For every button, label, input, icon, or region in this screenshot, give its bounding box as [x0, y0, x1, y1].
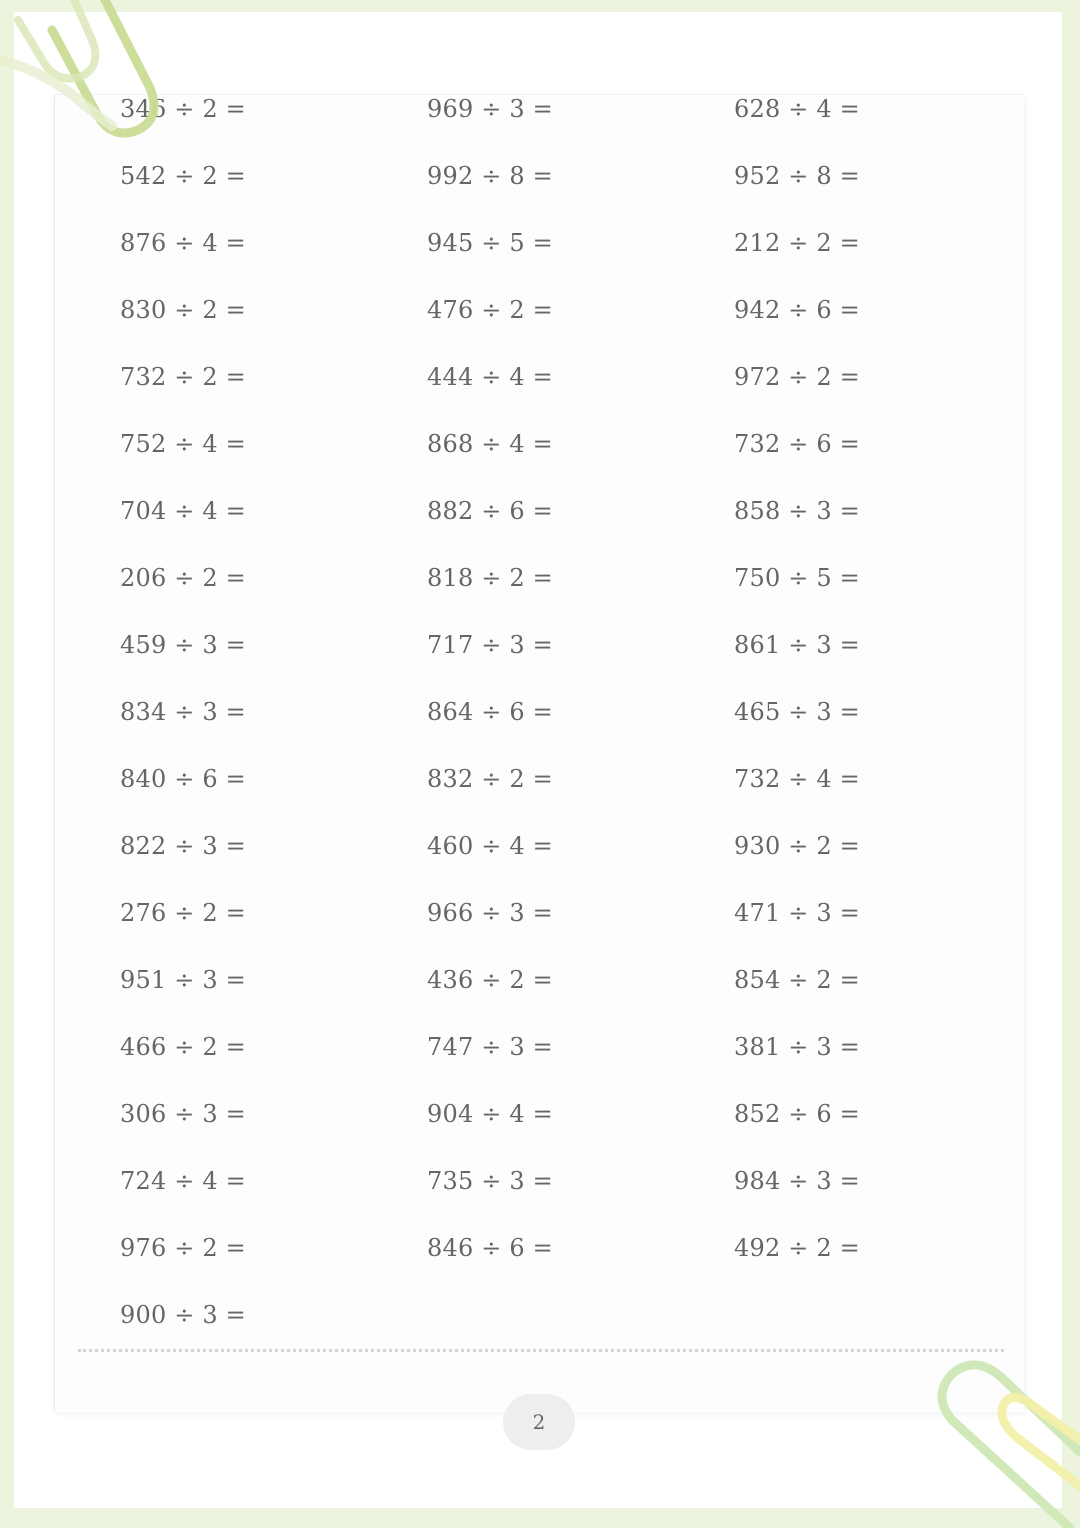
page-number-badge: 2 [503, 1394, 575, 1450]
division-problem: 444 ÷ 4 = [427, 363, 553, 391]
division-problem: 951 ÷ 3 = [120, 966, 246, 994]
division-problem: 952 ÷ 8 = [734, 162, 860, 190]
division-problem: 966 ÷ 3 = [427, 899, 553, 927]
division-problem: 276 ÷ 2 = [120, 899, 246, 927]
division-problem: 460 ÷ 4 = [427, 832, 553, 860]
division-problem: 735 ÷ 3 = [427, 1167, 553, 1195]
division-problem: 465 ÷ 3 = [734, 698, 860, 726]
division-problem: 846 ÷ 6 = [427, 1234, 553, 1262]
division-problem: 471 ÷ 3 = [734, 899, 860, 927]
division-problem: 818 ÷ 2 = [427, 564, 553, 592]
division-problem: 206 ÷ 2 = [120, 564, 246, 592]
division-problem: 904 ÷ 4 = [427, 1100, 553, 1128]
division-problem: 992 ÷ 8 = [427, 162, 553, 190]
division-problem: 732 ÷ 2 = [120, 363, 246, 391]
division-problem: 732 ÷ 4 = [734, 765, 860, 793]
division-problem: 436 ÷ 2 = [427, 966, 553, 994]
division-problem: 861 ÷ 3 = [734, 631, 860, 659]
division-problem: 972 ÷ 2 = [734, 363, 860, 391]
division-problem: 747 ÷ 3 = [427, 1033, 553, 1061]
division-problem: 969 ÷ 3 = [427, 95, 553, 123]
division-problem: 381 ÷ 3 = [734, 1033, 860, 1061]
division-problem: 476 ÷ 2 = [427, 296, 553, 324]
division-problem: 834 ÷ 3 = [120, 698, 246, 726]
division-problem: 752 ÷ 4 = [120, 430, 246, 458]
division-problem: 492 ÷ 2 = [734, 1234, 860, 1262]
division-problem: 830 ÷ 2 = [120, 296, 246, 324]
division-problem: 882 ÷ 6 = [427, 497, 553, 525]
division-problem: 945 ÷ 5 = [427, 229, 553, 257]
division-problem: 750 ÷ 5 = [734, 564, 860, 592]
division-problem: 984 ÷ 3 = [734, 1167, 860, 1195]
division-problem: 868 ÷ 4 = [427, 430, 553, 458]
division-problem: 930 ÷ 2 = [734, 832, 860, 860]
division-problem: 466 ÷ 2 = [120, 1033, 246, 1061]
dotted-divider [78, 1349, 1004, 1352]
division-problem: 854 ÷ 2 = [734, 966, 860, 994]
division-problem: 976 ÷ 2 = [120, 1234, 246, 1262]
problem-card [54, 94, 1024, 1412]
division-problem: 852 ÷ 6 = [734, 1100, 860, 1128]
division-problem: 306 ÷ 3 = [120, 1100, 246, 1128]
division-problem: 900 ÷ 3 = [120, 1301, 246, 1329]
division-problem: 822 ÷ 3 = [120, 832, 246, 860]
division-problem: 724 ÷ 4 = [120, 1167, 246, 1195]
division-problem: 717 ÷ 3 = [427, 631, 553, 659]
division-problem: 732 ÷ 6 = [734, 430, 860, 458]
division-problem: 876 ÷ 4 = [120, 229, 246, 257]
division-problem: 704 ÷ 4 = [120, 497, 246, 525]
division-problem: 864 ÷ 6 = [427, 698, 553, 726]
division-problem: 346 ÷ 2 = [120, 95, 246, 123]
division-problem: 628 ÷ 4 = [734, 95, 860, 123]
division-problem: 942 ÷ 6 = [734, 296, 860, 324]
division-problem: 212 ÷ 2 = [734, 229, 860, 257]
division-problem: 858 ÷ 3 = [734, 497, 860, 525]
division-problem: 459 ÷ 3 = [120, 631, 246, 659]
division-problem: 840 ÷ 6 = [120, 765, 246, 793]
division-problem: 832 ÷ 2 = [427, 765, 553, 793]
division-problem: 542 ÷ 2 = [120, 162, 246, 190]
